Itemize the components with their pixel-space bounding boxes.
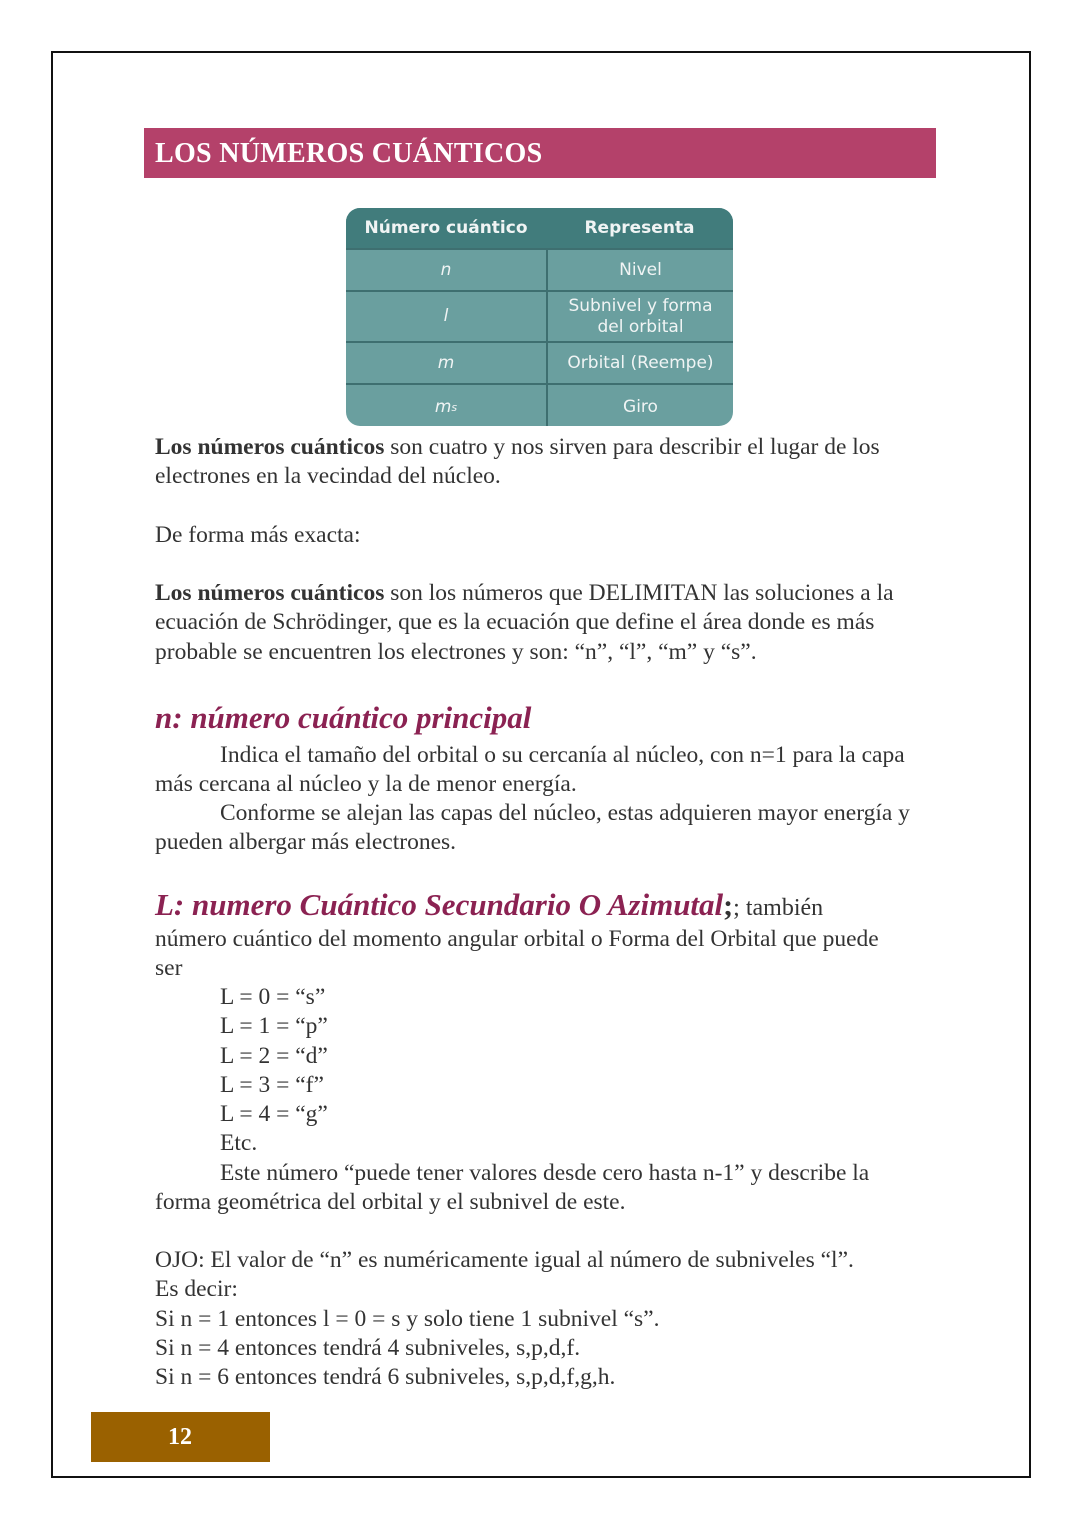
- header-cell: Número cuántico: [364, 217, 528, 238]
- l-value: Etc.: [220, 1130, 258, 1157]
- l-values-list: [155, 983, 328, 1159]
- header-cell: Representa: [584, 217, 695, 238]
- title-banner: [144, 128, 936, 178]
- text: son los números que DELIMITAN las soluciones a la ecuación de Schrödinger, que es la ecuación que define el área donde es más probable se encuentren los electrones y son: “n”, “l”, “m” y “s”.: [155, 580, 894, 665]
- meaning-cell: Nivel: [619, 259, 662, 280]
- exact-line: De forma más exacta:: [155, 522, 361, 548]
- intro-paragraph: [155, 433, 915, 492]
- symbol-cell: l: [346, 292, 548, 341]
- definition-paragraph: [155, 579, 925, 667]
- l-value: L = 2 = “d”: [220, 1042, 328, 1069]
- page-number: 12: [168, 1424, 192, 1450]
- subscript: s: [451, 401, 458, 414]
- note-block: [155, 1246, 935, 1392]
- table-row: [346, 383, 733, 426]
- symbol: m: [434, 397, 452, 417]
- note-line: Si n = 1 entonces l = 0 = s y solo tiene 1 subnivel “s”.: [155, 1305, 660, 1332]
- table-header: [346, 208, 733, 248]
- note-line: Es decir:: [155, 1276, 238, 1303]
- page-number-box: [91, 1412, 270, 1462]
- page-title: LOS NÚMEROS CUÁNTICOS: [155, 138, 543, 169]
- meaning-cell: Orbital (Reempe): [567, 352, 714, 373]
- n-paragraph-2: Conforme se alejan las capas del núcleo, estas adquieren mayor energía y pueden albergar más electrones.: [155, 800, 910, 856]
- quantum-numbers-table: [346, 208, 733, 426]
- note-line: OJO: El valor de “n” es numéricamente igual al número de subniveles “l”.: [155, 1247, 854, 1273]
- table-row: [346, 341, 733, 383]
- meaning-cell: Subnivel y forma del orbital: [568, 295, 713, 337]
- l-paragraph-2: Este número “puede tener valores desde cero hasta n-1” y describe la forma geométrica del orbital y el subnivel de este.: [155, 1160, 870, 1216]
- l-value: L = 3 = “f”: [220, 1071, 324, 1098]
- symbol-cell: m: [346, 343, 548, 383]
- l-paragraph-1: número cuántico del momento angular orbital o Forma del Orbital que puede ser: [155, 926, 879, 982]
- symbol-cell: [346, 385, 548, 426]
- l-section-heading: [155, 887, 823, 923]
- l-value: L = 0 = “s”: [220, 984, 326, 1010]
- n-paragraph-1: Indica el tamaño del orbital o su cercanía al núcleo, con n=1 para la capa más cercana al núcleo y la de menor energía.: [155, 742, 905, 798]
- meaning-cell: Giro: [623, 397, 658, 417]
- tail-text: ; también: [733, 895, 824, 921]
- table-row: [346, 290, 733, 341]
- bold-term: Los números cuánticos: [155, 434, 385, 460]
- l-value: L = 1 = “p”: [220, 1013, 328, 1040]
- bold-term: Los números cuánticos: [155, 580, 385, 606]
- heading-text: L: numero Cuántico Secundario O Azimutal: [155, 887, 724, 922]
- l-value: L = 4 = “g”: [220, 1101, 328, 1128]
- table-row: [346, 248, 733, 290]
- note-line: Si n = 4 entonces tendrá 4 subniveles, s,p,d,f.: [155, 1334, 581, 1361]
- heading-tail: ;; también: [723, 889, 824, 922]
- note-line: Si n = 6 entonces tendrá 6 subniveles, s,p,d,f,g,h.: [155, 1364, 616, 1391]
- n-section-heading: n: número cuántico principal: [155, 700, 532, 735]
- text: son cuatro y nos sirven para describir el lugar de los electrones en la vecindad del núcleo.: [155, 434, 880, 490]
- symbol-cell: n: [346, 250, 548, 290]
